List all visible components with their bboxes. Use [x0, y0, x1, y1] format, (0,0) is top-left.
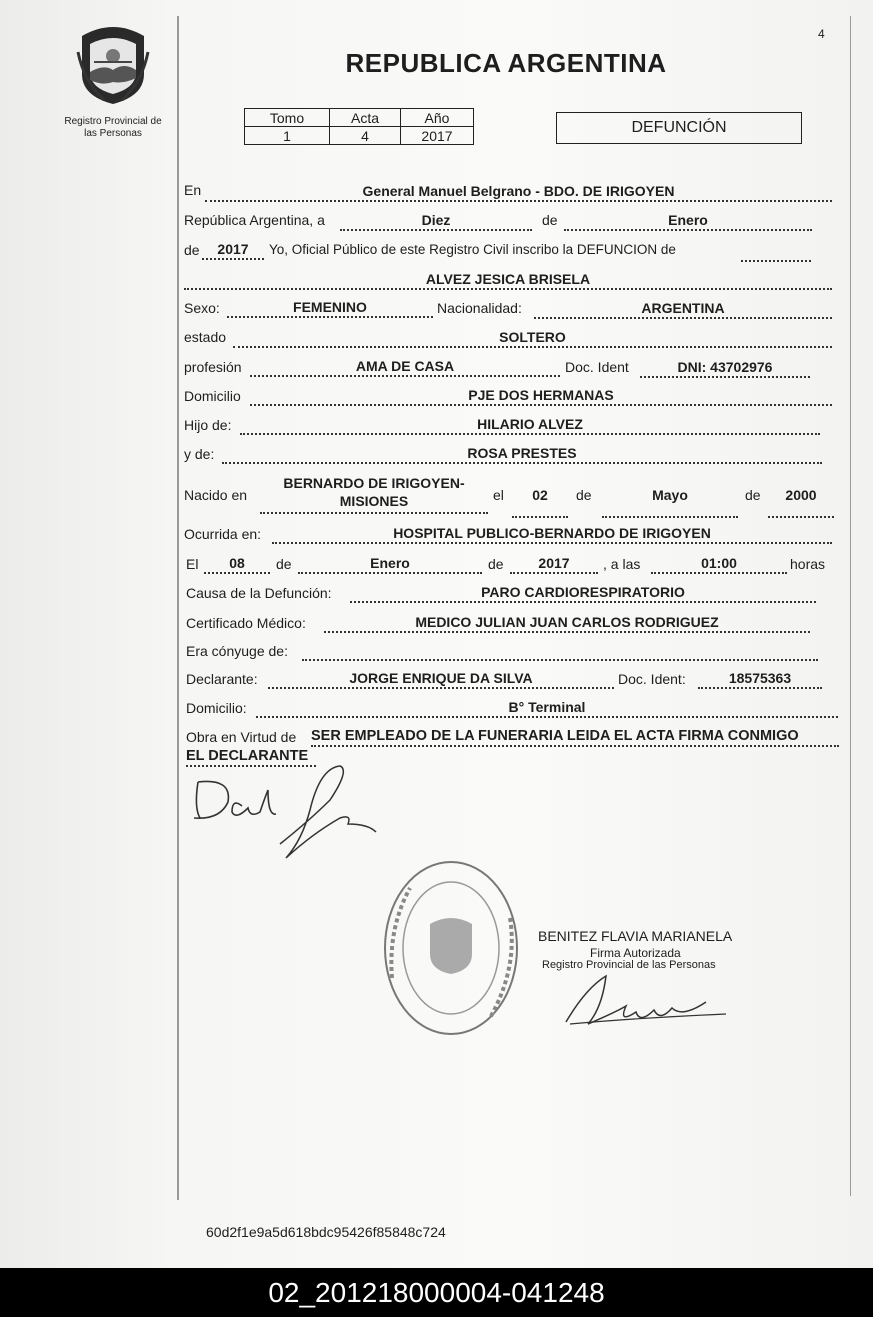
certificado-field: MEDICO JULIAN JUAN CARLOS RODRIGUEZ	[324, 613, 810, 633]
label-ocurrida: Ocurrida en:	[184, 526, 262, 542]
father-field: HILARIO ALVEZ	[240, 415, 820, 435]
death-day-field: 08	[204, 554, 270, 574]
record-type-box: DEFUNCIÓN	[556, 112, 802, 144]
record-header-ano: Año	[401, 109, 474, 127]
label-de-2: de	[184, 242, 200, 258]
label-de-5: de	[276, 556, 292, 572]
label-horas: horas	[790, 556, 826, 572]
death-time-field: 01:00	[651, 554, 787, 574]
label-obra: Obra en Virtud de	[186, 729, 297, 745]
death-year-field: 2017	[510, 554, 598, 574]
label-domicilio-2: Domicilio:	[186, 700, 247, 716]
document-title: REPUBLICA ARGENTINA	[345, 48, 667, 78]
profesion-field: AMA DE CASA	[250, 357, 560, 377]
record-header-tomo: Tomo	[245, 109, 330, 127]
label-de-3: de	[576, 487, 592, 503]
label-profesion: profesión	[184, 359, 242, 375]
birth-day-field: 02	[512, 486, 568, 518]
label-doc-ident: Doc. Ident	[565, 359, 629, 375]
label-doc-ident-2: Doc. Ident:	[618, 671, 686, 687]
birthplace-field: BERNARDO DE IRIGOYEN- MISIONES	[260, 474, 488, 514]
label-de-1: de	[542, 212, 558, 228]
label-nacionalidad: Nacionalidad:	[437, 300, 522, 316]
death-place-field: HOSPITAL PUBLICO-BERNARDO DE IRIGOYEN	[272, 524, 832, 544]
mother-field: ROSA PRESTES	[222, 444, 822, 464]
sexo-field: FEMENINO	[227, 298, 433, 318]
declarant-signature	[180, 760, 380, 870]
year-field: 2017	[202, 240, 264, 260]
obra-field-line1: SER EMPLEADO DE LA FUNERARIA LEIDA EL ACTA FIRMA CONMIGO	[311, 727, 839, 747]
record-table	[244, 108, 474, 145]
month-text-field: Enero	[564, 211, 812, 231]
right-margin-line	[850, 16, 851, 1196]
nacionalidad-field: ARGENTINA	[534, 299, 832, 319]
label-hijo-de: Hijo de:	[184, 417, 232, 433]
birth-month-field: Mayo	[602, 486, 738, 518]
declarante-doc-field: 18575363	[698, 669, 822, 689]
left-margin-line	[177, 16, 179, 1200]
intro-blank	[741, 242, 811, 262]
label-y-de: y de:	[184, 446, 215, 462]
label-de-4: de	[745, 487, 761, 503]
label-sexo: Sexo:	[184, 300, 220, 316]
label-el: el	[493, 487, 504, 503]
record-header-acta: Acta	[330, 109, 401, 127]
conyuge-field	[302, 641, 818, 661]
officer-signature	[556, 968, 736, 1032]
label-estado: estado	[184, 329, 227, 345]
label-el-2: El	[186, 556, 199, 572]
footer-code: 02_201218000004-041248	[268, 1277, 605, 1308]
page-number: 4	[818, 27, 825, 41]
obra-field-line2: EL DECLARANTE	[186, 747, 316, 767]
registry-label: Registro Provincial de las Personas	[64, 116, 162, 139]
label-causa: Causa de la Defunción:	[186, 585, 332, 601]
province-logo	[74, 22, 152, 106]
label-domicilio: Domicilio	[184, 388, 241, 404]
day-text-field: Diez	[340, 211, 532, 231]
declarante-field: JORGE ENRIQUE DA SILVA	[268, 669, 614, 689]
label-de-6: de	[488, 556, 504, 572]
estado-field: SOLTERO	[233, 328, 832, 348]
label-a-las: , a las	[603, 556, 641, 572]
label-republica: República Argentina, a	[184, 212, 325, 228]
label-certificado: Certificado Médico:	[186, 615, 306, 631]
domicilio-field: PJE DOS HERMANAS	[250, 386, 832, 406]
label-en: En	[184, 182, 202, 198]
place-field: General Manuel Belgrano - BDO. DE IRIGOYEN	[205, 182, 832, 202]
record-value-acta: 4	[330, 127, 401, 145]
deceased-name-field: ALVEZ JESICA BRISELA	[184, 270, 832, 290]
causa-field: PARO CARDIORESPIRATORIO	[350, 583, 816, 603]
death-month-field: Enero	[298, 554, 482, 574]
doc-ident-field: DNI: 43702976	[640, 358, 810, 378]
officer-org: Registro Provincial de las Personas	[542, 959, 716, 971]
intro-text: Yo, Oficial Público de este Registro Civil inscribo la DEFUNCION de	[269, 242, 676, 257]
label-conyuge: Era cónyuge de:	[186, 643, 288, 659]
birth-year-field: 2000	[768, 486, 834, 518]
label-declarante: Declarante:	[186, 671, 258, 687]
document-hash: 60d2f1e9a5d618bdc95426f85848c724	[206, 1224, 446, 1240]
record-value-ano: 2017	[401, 127, 474, 145]
label-nacido-en: Nacido en	[184, 487, 248, 503]
record-value-tomo: 1	[245, 127, 330, 145]
official-seal	[380, 858, 522, 1038]
declarante-domicilio-field: B° Terminal	[256, 698, 838, 718]
officer-role: Firma Autorizada	[590, 946, 681, 960]
officer-name: BENITEZ FLAVIA MARIANELA	[538, 928, 733, 944]
